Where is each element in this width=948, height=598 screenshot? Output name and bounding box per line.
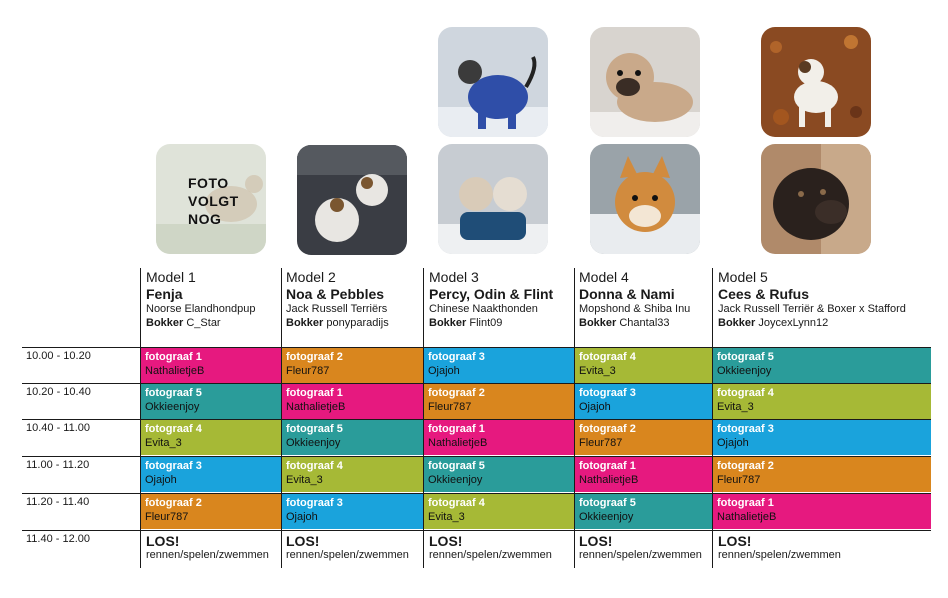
dog-photo-jack-russell-autumn (761, 27, 871, 137)
model-1-header (146, 268, 255, 330)
dog-photo-pug (590, 27, 700, 137)
model-dog-names: Donna & Nami (579, 286, 675, 302)
model-title: Model 1 (146, 269, 196, 285)
model-breed: Jack Russell Terriër & Boxer x Stafford (718, 303, 906, 315)
model-dog-names: Cees & Rufus (718, 286, 810, 302)
schedule-cell: fotograaf 2 Fleur787 (575, 420, 712, 455)
model-title: Model 3 (429, 269, 479, 285)
schedule-cell: fotograaf 4 Evita_3 (424, 494, 574, 529)
time-slot-label: 11.40 - 12.00 (26, 533, 91, 545)
schedule-cell: fotograaf 2 Fleur787 (141, 494, 281, 529)
model-breed: Noorse Elandhondpup (146, 303, 256, 315)
model-4-header (579, 268, 690, 330)
photo-placeholder (156, 144, 266, 254)
model-title: Model 5 (718, 269, 768, 285)
schedule-cell: fotograaf 2 Fleur787 (282, 348, 423, 383)
schedule-cell: fotograaf 1 NathalietjeB (424, 420, 574, 455)
schedule-cell: fotograaf 3 Ojajoh (713, 420, 931, 455)
schedule-cell: fotograaf 4 Evita_3 (282, 457, 423, 492)
model-owner: Bokker Flint09 (429, 317, 503, 329)
model-owner: Bokker JoycexLynn12 (718, 317, 829, 329)
model-breed: Jack Russell Terriërs (286, 303, 388, 315)
model-breed: Chinese Naakthonden (429, 303, 538, 315)
schedule-cell: fotograaf 3 Ojajoh (424, 348, 574, 383)
schedule-cell: fotograaf 3 Ojajoh (282, 494, 423, 529)
schedule-cell: fotograaf 2 Fleur787 (424, 384, 574, 419)
schedule-cell: fotograaf 5 Okkieenjoy (282, 420, 423, 455)
time-slot-label: 10.00 - 10.20 (26, 350, 91, 362)
dog-photo-jack-russells-car (297, 145, 407, 255)
schedule-cell: fotograaf 4 Evita_3 (713, 384, 931, 419)
schedule-cell: fotograaf 5 Okkieenjoy (575, 494, 712, 529)
model-owner: Bokker C_Star (146, 317, 221, 329)
schedule-cell: fotograaf 1 NathalietjeB (282, 384, 423, 419)
dog-photo-chinese-crested-pair (438, 144, 548, 254)
time-slot-label: 11.00 - 11.20 (26, 459, 90, 471)
schedule-cell: fotograaf 1 NathalietjeB (141, 348, 281, 383)
free-time-cell: LOS! rennen/spelen/zwemmen (286, 533, 409, 561)
free-time-cell: LOS! rennen/spelen/zwemmen (146, 533, 269, 561)
model-owner: Bokker Chantal33 (579, 317, 670, 329)
free-time-cell: LOS! rennen/spelen/zwemmen (718, 533, 841, 561)
time-slot-label: 10.40 - 11.00 (26, 422, 91, 434)
dog-photo-shiba-inu (590, 144, 700, 254)
schedule-cell: fotograaf 2 Fleur787 (713, 457, 931, 492)
schedule-cell: fotograaf 5 Okkieenjoy (713, 348, 931, 383)
dog-photo-boxer-stafford (761, 144, 871, 254)
schedule-cell: fotograaf 3 Ojajoh (575, 384, 712, 419)
time-slot-label: 11.20 - 11.40 (26, 496, 90, 508)
free-time-cell: LOS! rennen/spelen/zwemmen (579, 533, 702, 561)
model-breed: Mopshond & Shiba Inu (579, 303, 691, 315)
schedule-cell: fotograaf 1 NathalietjeB (575, 457, 712, 492)
model-dog-names: Percy, Odin & Flint (429, 286, 554, 302)
time-slot-label: 10.20 - 10.40 (26, 386, 91, 398)
schedule-cell: fotograaf 4 Evita_3 (575, 348, 712, 383)
model-dog-names: Noa & Pebbles (286, 286, 385, 302)
model-3-header (429, 268, 553, 330)
schedule-cell: fotograaf 5 Okkieenjoy (424, 457, 574, 492)
model-owner: Bokker ponyparadijs (286, 317, 389, 329)
schedule-cell: fotograaf 5 Okkieenjoy (141, 384, 281, 419)
model-5-header (718, 268, 906, 330)
dog-photo-hairless-in-blue-coat (438, 27, 548, 137)
row-divider (22, 530, 931, 531)
model-2-header (286, 268, 389, 330)
model-title: Model 2 (286, 269, 336, 285)
model-title: Model 4 (579, 269, 629, 285)
free-time-cell: LOS! rennen/spelen/zwemmen (429, 533, 552, 561)
schedule-cell: fotograaf 1 NathalietjeB (713, 494, 931, 529)
photo-placeholder-text: FOTO VOLGT NOG (188, 175, 239, 227)
schedule-cell: fotograaf 4 Evita_3 (141, 420, 281, 455)
model-dog-names: Fenja (146, 286, 183, 302)
schedule-cell: fotograaf 3 Ojajoh (141, 457, 281, 492)
